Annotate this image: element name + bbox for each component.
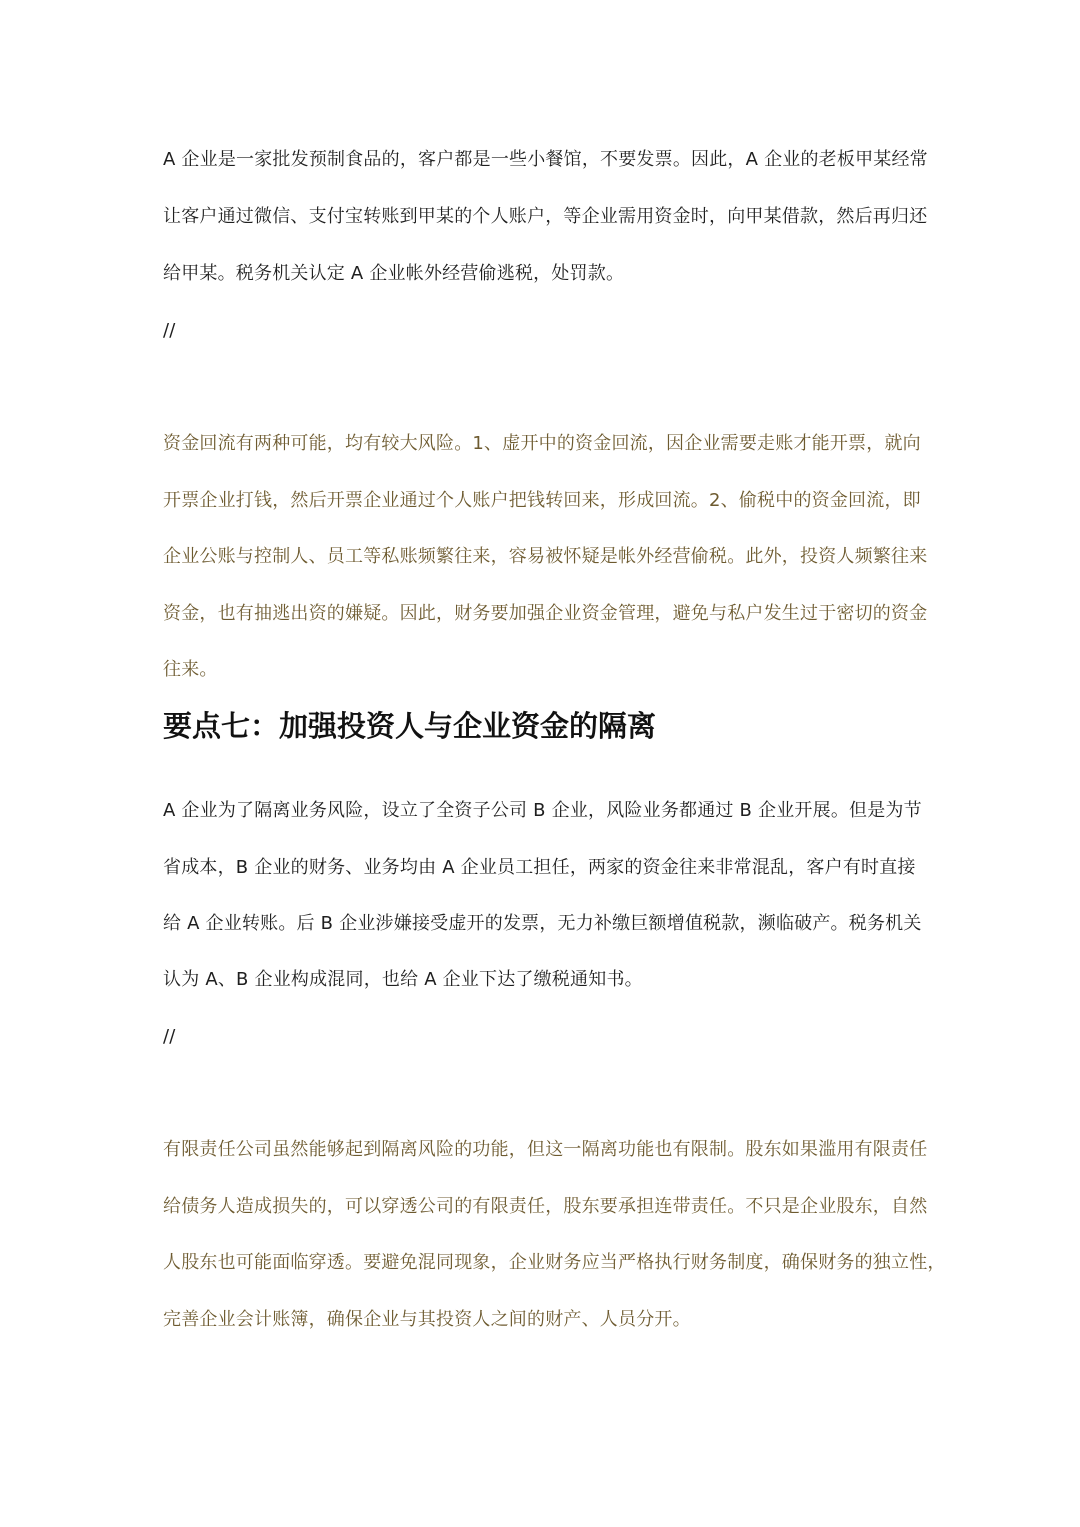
analysis2-line-3: 人股东也可能面临穿透。要避免混同现象，企业财务应当严格执行财务制度，确保财务的独立性， [163,1252,946,1273]
analysis1-line-3: 企业公账与控制人、员工等私账频繁往来，容易被怀疑是帐外经营偷税。此外，投资人频繁往来 [163,546,928,567]
case2-line-2: 省成本，B 企业的财务、业务均由 A 企业员工担任，两家的资金往来非常混乱，客户有时直接 [163,857,916,878]
case2-separator: // [163,1026,176,1047]
analysis1-line-4: 资金，也有抽逃出资的嫌疑。因此，财务要加强企业资金管理，避免与私户发生过于密切的资金 [163,603,928,624]
analysis2-line-1: 有限责任公司虽然能够起到隔离风险的功能，但这一隔离功能也有限制。股东如果滥用有限责任 [163,1139,928,1160]
case2-line-1: A 企业为了隔离业务风险，设立了全资子公司 B 企业，风险业务都通过 B 企业开展。但是为节 [163,800,922,821]
analysis2-line-2: 给债务人造成损失的，可以穿透公司的有限责任，股东要承担连带责任。不只是企业股东，自然 [163,1196,928,1217]
case1-line-2: 让客户通过微信、支付宝转账到甲某的个人账户，等企业需用资金时，向甲某借款，然后再归还 [163,206,928,227]
case1-separator: // [163,320,176,341]
analysis1-line-1: 资金回流有两种可能，均有较大风险。1、虚开中的资金回流，因企业需要走账才能开票，就向 [163,433,921,454]
analysis1-line-5: 往来。 [163,659,218,680]
case2-line-4: 认为 A、B 企业构成混同，也给 A 企业下达了缴税通知书。 [163,969,643,990]
case2-line-3: 给 A 企业转账。后 B 企业涉嫌接受虚开的发票，无力补缴巨额增值税款，濒临破产。税务机关 [163,913,922,934]
analysis1-line-2: 开票企业打钱，然后开票企业通过个人账户把钱转回来，形成回流。2、偷税中的资金回流，即 [163,490,921,511]
case1-line-1: A 企业是一家批发预制食品的，客户都是一些小餐馆，不要发票。因此，A 企业的老板甲某经常 [163,149,928,170]
section-title: 要点七：加强投资人与企业资金的隔离 [163,709,657,743]
case1-line-3: 给甲某。税务机关认定 A 企业帐外经营偷逃税，处罚款。 [163,263,625,284]
analysis2-line-4: 完善企业会计账簿，确保企业与其投资人之间的财产、人员分开。 [163,1309,691,1330]
